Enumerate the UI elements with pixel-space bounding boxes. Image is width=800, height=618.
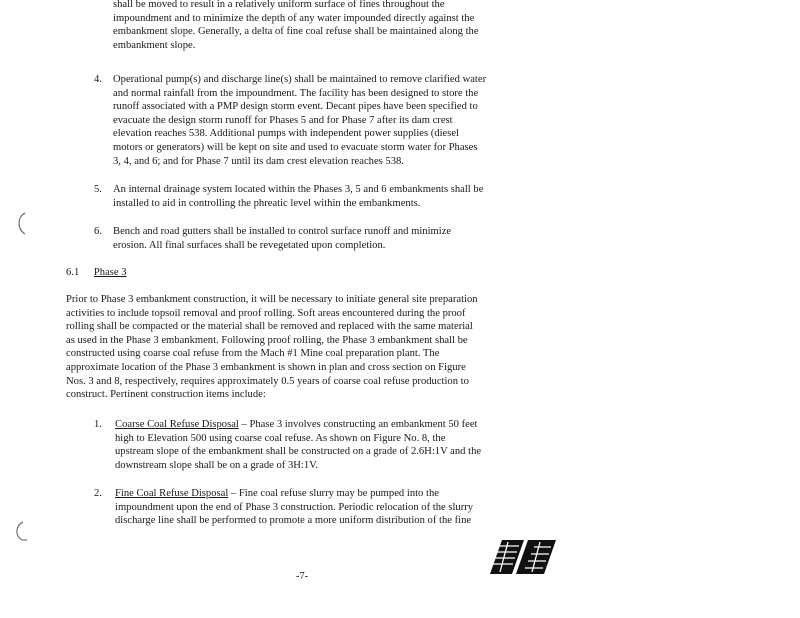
text-line: shall be moved to result in a relatively uniform surface of fines throughout the	[113, 0, 445, 10]
page-number: -7-	[295, 571, 309, 582]
text-line: evacuate the design storm runoff for Phases 5 and for Phase 7 after its dam crest	[113, 114, 453, 126]
list-item-number: 2.	[94, 488, 102, 499]
text-line: impoundment and to minimize the depth of any water impounded directly against the	[113, 12, 475, 24]
text-line: embankment slope. Generally, a delta of fine coal refuse shall be maintained along the	[113, 26, 479, 38]
body-paragraph	[66, 293, 556, 402]
text-line: embankment slope.	[113, 39, 196, 51]
text-line: constructed using coarse coal refuse from the Mach #1 Mine coal preparation plant. The	[66, 348, 440, 360]
item-heading: Coarse Coal Refuse Disposal	[115, 419, 239, 430]
list-item-number: 6.	[94, 226, 102, 237]
text-line: erosion. All final surfaces shall be revegetated upon completion.	[113, 239, 386, 251]
text-line: as used in the Phase 3 embankment. Following proof rolling, the Phase 3 embankment shall be	[66, 334, 468, 346]
text-line: Operational pump(s) and discharge line(s) shall be maintained to remove clarified water	[113, 74, 487, 85]
binder-hole-mark	[12, 520, 28, 546]
text-line: 3, 4, and 6; and for Phase 7 until its dam crest elevation reaches 538.	[113, 155, 404, 167]
text-line: motors or generators) will be kept on site and used to evacuate storm water for Phases	[113, 141, 478, 153]
text-line: installed to aid in controlling the phreatic level within the embankments.	[113, 197, 421, 209]
binder-hole-mark	[14, 211, 28, 237]
text-line: – Phase 3 involves constructing an embankment 50 feet	[238, 419, 478, 430]
text-line: approximate location of the Phase 3 embankment is shown in plan and cross section on Figure	[66, 361, 466, 373]
list-item-number: 1.	[94, 419, 102, 430]
text-line: activities to include topsoil removal and proof rolling. Soft areas encountered during the proof	[66, 307, 466, 319]
list-item-number: 5.	[94, 184, 102, 195]
text-line: An internal drainage system located within the Phases 3, 5 and 6 embankments shall be	[113, 184, 484, 195]
stamp-logo	[488, 538, 560, 578]
text-line: Prior to Phase 3 embankment construction, it will be necessary to initiate general site preparation	[66, 294, 478, 305]
text-line: impoundment upon the end of Phase 3 construction. Periodic relocation of the slurry	[115, 501, 474, 513]
text-line: Nos. 3 and 8, respectively, requires approximately 0.5 years of coarse coal refuse production to	[66, 375, 469, 387]
text-line: and normal rainfall from the impoundment. The facility has been designed to store the	[113, 87, 479, 99]
text-line: runoff associated with a PMP design storm event. Decant pipes have been specified to	[113, 101, 478, 113]
text-line: upstream slope of the embankment shall be constructed on a grade of 2.6H:1V and the	[115, 446, 482, 458]
text-line: rolling shall be compacted or the material shall be removed and replaced with the same material	[66, 321, 473, 333]
continuation-paragraph	[113, 0, 553, 52]
text-line: Bench and road gutters shall be installed to control surface runoff and minimize	[113, 226, 452, 237]
section-heading	[66, 266, 127, 280]
text-line: construct. Pertinent construction items include:	[66, 389, 266, 401]
text-line: downstream slope shall be on a grade of 3H:1V.	[115, 459, 319, 471]
section-number: 6.1	[66, 267, 80, 278]
text-line: high to Elevation 500 using coarse coal refuse. As shown on Figure No. 8, the	[115, 432, 446, 444]
item-heading: Fine Coal Refuse Disposal	[115, 488, 229, 499]
section-title: Phase 3	[93, 267, 127, 278]
list-item-number: 4.	[94, 74, 102, 85]
text-line: discharge line shall be performed to promote a more uniform distribution of the fine	[115, 515, 472, 527]
text-line: elevation reaches 538. Additional pumps with independent power supplies (diesel	[113, 128, 459, 140]
text-line: – Fine coal refuse slurry may be pumped into the	[228, 488, 439, 499]
